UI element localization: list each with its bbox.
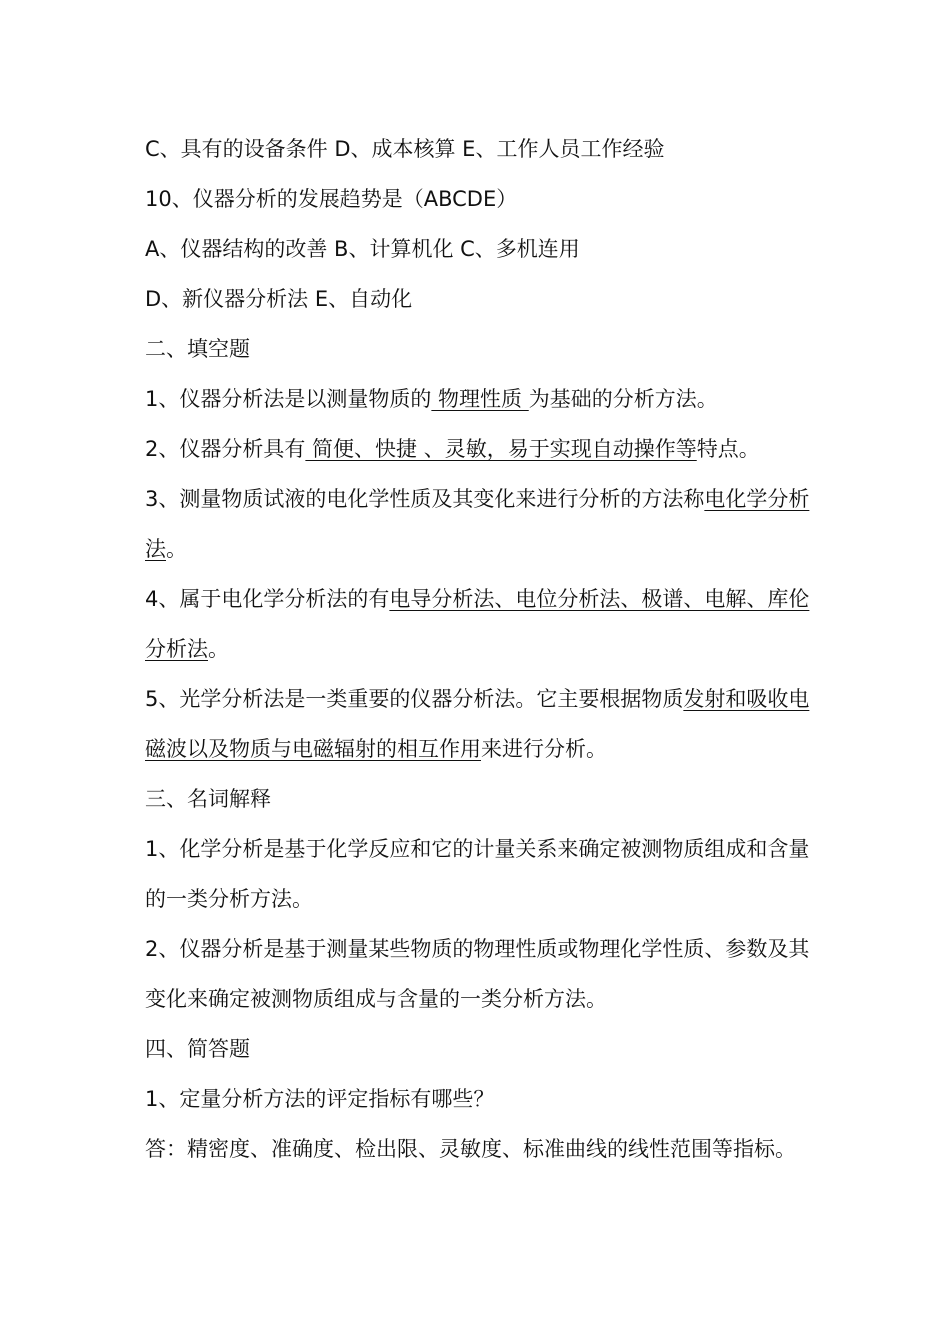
fill-item-3-answer: 电化学分析法 <box>145 487 810 561</box>
fill-item-5-tail: 来进行分析。 <box>481 737 607 761</box>
fill-item-2-text: 2、仪器分析具有 <box>145 437 306 461</box>
section-heading-short-answer: 四、简答题 <box>145 1037 250 1061</box>
fill-item-5 <box>145 674 810 774</box>
option-line-d-e: D、新仪器分析法 E、自动化 <box>145 287 413 311</box>
fill-item-5-answer: 发射和吸收电磁波以及物质与电磁辐射的相互作用 <box>145 687 810 761</box>
fill-item-2-tail: 特点。 <box>696 437 760 461</box>
fill-item-1-answer: 物理性质 <box>431 387 529 411</box>
term-item-1: 1、化学分析是基于化学反应和它的计量关系来确定被测物质组成和含量的一类分析方法。 <box>145 837 810 911</box>
fill-item-4 <box>145 574 810 674</box>
fill-item-1-text: 1、仪器分析法是以测量物质的 <box>145 387 432 411</box>
fill-item-1 <box>145 374 810 424</box>
section-heading-terms: 三、名词解释 <box>145 787 271 811</box>
short-question-1: 1、定量分析方法的评定指标有哪些？ <box>145 1087 495 1111</box>
option-line-c-d-e: C、具有的设备条件 D、成本核算 E、工作人员工作经验 <box>145 137 665 161</box>
fill-item-2-answer: 简便、快捷 、灵敏，易于实现自动操作等 <box>305 437 697 461</box>
fill-item-3 <box>145 474 810 574</box>
fill-item-4-tail: 。 <box>208 637 229 661</box>
short-answer-1: 答：精密度、准确度、检出限、灵敏度、标准曲线的线性范围等指标。 <box>145 1137 796 1161</box>
option-line-a-b-c: A、仪器结构的改善 B、计算机化 C、多机连用 <box>145 237 580 261</box>
fill-item-1-tail: 为基础的分析方法。 <box>528 387 718 411</box>
section-heading-fill-blank: 二、填空题 <box>145 337 250 361</box>
fill-item-2 <box>145 424 810 474</box>
fill-item-3-text: 3、测量物质试液的电化学性质及其变化来进行分析的方法称 <box>145 487 705 511</box>
fill-item-4-text: 4、属于电化学分析法的有 <box>145 587 390 611</box>
term-item-2: 2、仪器分析是基于测量某些物质的物理性质或物理化学性质、参数及其变化来确定被测物质组成与含量的一类分析方法。 <box>145 937 810 1011</box>
fill-item-5-text: 5、光学分析法是一类重要的仪器分析法。它主要根据物质 <box>145 687 684 711</box>
fill-item-4-answer: 电导分析法、电位分析法、极谱、电解、库伦分析法 <box>145 587 810 661</box>
document-body <box>145 124 810 1174</box>
fill-item-3-tail: 。 <box>166 537 187 561</box>
question-10: 10、仪器分析的发展趋势是（ABCDE） <box>145 187 518 211</box>
